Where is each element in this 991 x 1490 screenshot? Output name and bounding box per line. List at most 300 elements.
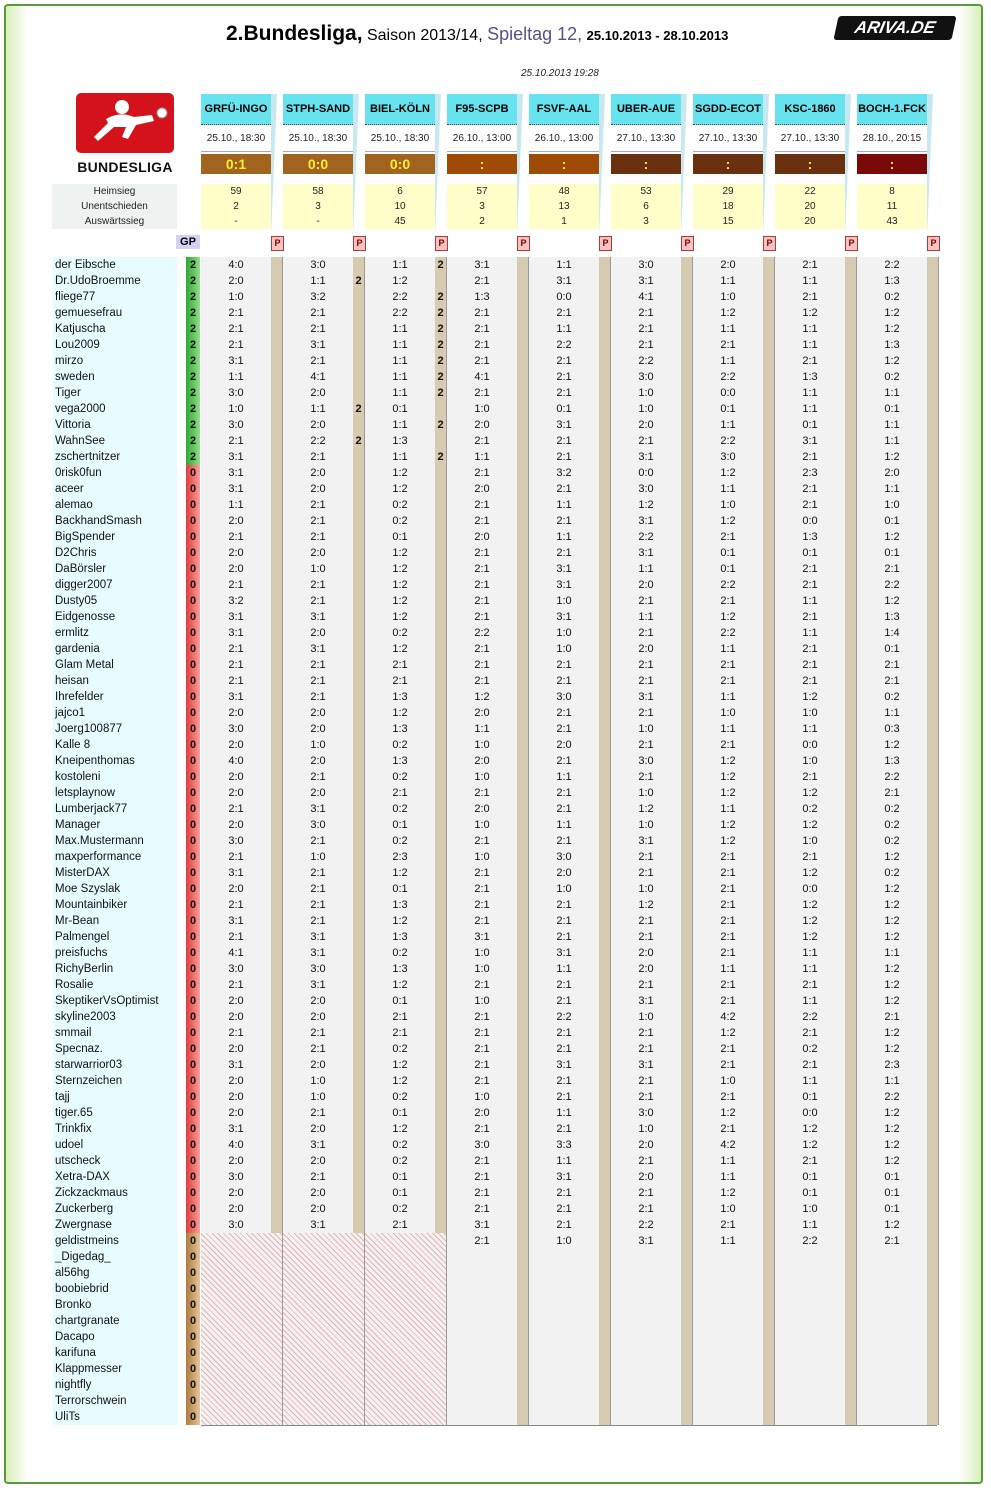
player-name[interactable]: kostoleni — [53, 769, 177, 785]
tip-cell: 3:1 — [228, 467, 244, 479]
tip-cell: 1:3 — [884, 275, 900, 287]
tip-cell: 1:0 — [310, 851, 326, 863]
player-name[interactable]: Mr-Bean — [53, 913, 177, 929]
player-points: 0 — [189, 483, 197, 495]
page-title — [226, 22, 728, 46]
match-result-7: : — [775, 154, 845, 174]
tip-cell: 2:0 — [310, 1155, 326, 1167]
points-header-0: P — [271, 236, 284, 251]
tip-cell: 2:1 — [474, 307, 490, 319]
tip-cell: 1:2 — [884, 355, 900, 367]
tip-cell: 2:1 — [884, 563, 900, 575]
player-points: 0 — [189, 499, 197, 511]
tip-cell: 2:1 — [638, 915, 654, 927]
tip-cell: 3:0 — [310, 963, 326, 975]
tip-cell: 1:2 — [802, 899, 818, 911]
tip-points: 2 — [437, 259, 444, 271]
tip-cell: 3:1 — [556, 579, 572, 591]
tip-cell: 3:1 — [228, 1059, 244, 1071]
tip-cell: 1:2 — [392, 483, 408, 495]
tip-cell: 1:1 — [884, 1075, 900, 1087]
tip-cell: 4:1 — [228, 947, 244, 959]
tip-cell: 2:1 — [638, 323, 654, 335]
tip-cell: 2:1 — [884, 787, 900, 799]
player-name[interactable]: Max.Mustermann — [53, 833, 177, 849]
home-win-count-7: 22 — [775, 184, 845, 199]
player-name[interactable]: RichyBerlin — [53, 961, 177, 977]
tip-cell: 2:1 — [228, 675, 244, 687]
player-name[interactable]: BackhandSmash — [53, 513, 177, 529]
player-name[interactable]: chartgranate — [53, 1313, 177, 1329]
tip-cell: 1:2 — [392, 643, 408, 655]
tip-cell: 0:1 — [720, 403, 736, 415]
player-points: 0 — [189, 803, 197, 815]
tip-cell: 0:1 — [884, 1171, 900, 1183]
player-name[interactable]: Dusty05 — [53, 593, 177, 609]
tip-cell: 1:1 — [884, 483, 900, 495]
player-name[interactable]: Dr.UdoBroemme — [53, 273, 177, 289]
player-points: 0 — [189, 1091, 197, 1103]
brand-text: ARIVA.DE — [853, 18, 938, 37]
player-name[interactable]: Palmengel — [53, 929, 177, 945]
player-name[interactable]: Mountainbiker — [53, 897, 177, 913]
tip-cell: 2:0 — [310, 755, 326, 767]
tip-cell: 2:1 — [884, 1011, 900, 1023]
player-points: 0 — [189, 1011, 197, 1023]
tip-cell: 0:1 — [392, 819, 408, 831]
tip-cell: 2:1 — [638, 1075, 654, 1087]
player-name[interactable]: D2Chris — [53, 545, 177, 561]
tip-cell: 3:1 — [638, 691, 654, 703]
match-date-3: 26.10., 13:00 — [447, 127, 517, 152]
tip-cell: 2:2 — [802, 1235, 818, 1247]
player-name[interactable]: der Eibsche — [53, 257, 177, 273]
tip-cell: 3:1 — [228, 627, 244, 639]
tip-cell: 1:2 — [720, 467, 736, 479]
player-name[interactable]: udoel — [53, 1137, 177, 1153]
player-name[interactable]: mirzo — [53, 353, 177, 369]
player-name[interactable]: sweden — [53, 369, 177, 385]
player-name[interactable]: Manager — [53, 817, 177, 833]
gp-header: GP — [176, 235, 200, 249]
match-date-4: 26.10., 13:00 — [529, 127, 599, 152]
player-name[interactable]: starwarrior03 — [53, 1057, 177, 1073]
player-name[interactable]: aceer — [53, 481, 177, 497]
tip-cell: 2:0 — [310, 547, 326, 559]
tip-cell: 2:1 — [474, 1187, 490, 1199]
player-name[interactable]: Bronko — [53, 1297, 177, 1313]
home-win-count-8: 8 — [857, 184, 927, 199]
tip-cell: 2:1 — [638, 707, 654, 719]
tip-cell: 2:1 — [638, 979, 654, 991]
points-column-bg-6 — [763, 257, 774, 1425]
player-name[interactable]: Joerg100877 — [53, 721, 177, 737]
player-name[interactable]: heisan — [53, 673, 177, 689]
tip-points: 2 — [355, 403, 362, 415]
header-arrow-2 — [435, 94, 441, 237]
player-name[interactable]: gemuesefrau — [53, 305, 177, 321]
player-name[interactable]: Tiger — [53, 385, 177, 401]
tip-cell: 1:2 — [720, 1187, 736, 1199]
tip-cell: 2:1 — [802, 259, 818, 271]
tip-cell: 0:1 — [392, 1107, 408, 1119]
player-name[interactable]: SkeptikerVsOptimist — [53, 993, 177, 1009]
header-arrow-0 — [271, 94, 277, 237]
tip-cell: 2:0 — [310, 995, 326, 1007]
match-header-6[interactable]: SGDD-ECOT — [693, 94, 763, 125]
tip-cell: 1:1 — [392, 387, 408, 399]
player-name[interactable]: fliege77 — [53, 289, 177, 305]
tip-cell: 2:1 — [310, 499, 326, 511]
tip-cell: 0:1 — [392, 995, 408, 1007]
tip-cell: 2:1 — [474, 1203, 490, 1215]
player-name[interactable]: ermlitz — [53, 625, 177, 641]
home-win-count-1: 58 — [283, 184, 353, 199]
match-result-3: : — [447, 154, 517, 174]
tip-cell: 2:2 — [474, 627, 490, 639]
player-name[interactable]: WahnSee — [53, 433, 177, 449]
tip-cell: 0:1 — [802, 1171, 818, 1183]
points-header-8: P — [927, 236, 940, 251]
tip-cell: 2:1 — [720, 883, 736, 895]
match-header-7[interactable]: KSC-1860 — [775, 94, 845, 125]
match-date-1: 25.10., 18:30 — [283, 127, 353, 152]
tip-cell: 0:1 — [720, 563, 736, 575]
tip-cell: 3:1 — [638, 835, 654, 847]
tip-cell: 3:1 — [638, 451, 654, 463]
player-name[interactable]: digger2007 — [53, 577, 177, 593]
tip-cell: 1:1 — [884, 387, 900, 399]
player-name[interactable]: preisfuchs — [53, 945, 177, 961]
tip-cell: 2:1 — [720, 739, 736, 751]
tip-cell: 2:2 — [638, 1219, 654, 1231]
player-name[interactable]: Zwergnase — [53, 1217, 177, 1233]
tip-cell: 2:1 — [638, 435, 654, 447]
player-name[interactable]: Specnaz. — [53, 1041, 177, 1057]
tip-cell: 3:1 — [310, 803, 326, 815]
tip-cell: 2:0 — [310, 419, 326, 431]
player-name[interactable]: skyline2003 — [53, 1009, 177, 1025]
tip-cell: 1:2 — [884, 995, 900, 1007]
tip-points: 2 — [437, 371, 444, 383]
tip-cell: 2:0 — [638, 963, 654, 975]
match-header-1[interactable]: STPH-SAND — [283, 94, 353, 125]
tip-cell: 1:1 — [392, 323, 408, 335]
tip-cell: 2:1 — [638, 627, 654, 639]
tip-cell: 3:1 — [638, 995, 654, 1007]
player-name[interactable]: Dacapo — [53, 1329, 177, 1345]
tip-cell: 2:1 — [474, 1235, 490, 1247]
tip-cell: 2:1 — [310, 899, 326, 911]
tip-cell: 2:1 — [474, 899, 490, 911]
tip-cell: 2:0 — [720, 259, 736, 271]
tip-cell: 1:3 — [884, 611, 900, 623]
tip-cell: 1:2 — [884, 1155, 900, 1167]
player-points: 0 — [189, 723, 197, 735]
player-name[interactable]: tiger.65 — [53, 1105, 177, 1121]
tip-cell: 2:1 — [802, 451, 818, 463]
tip-cell: 1:1 — [310, 275, 326, 287]
player-points: 0 — [189, 1107, 197, 1119]
tip-cell: 2:0 — [310, 1203, 326, 1215]
player-name[interactable]: Ihrefelder — [53, 689, 177, 705]
tip-cell: 1:3 — [474, 291, 490, 303]
draw-count-1: 3 — [283, 199, 353, 214]
tip-cell: 2:1 — [474, 1011, 490, 1023]
tip-cell: 4:1 — [474, 371, 490, 383]
tip-cell: 2:2 — [720, 435, 736, 447]
tip-cell: 2:1 — [884, 1235, 900, 1247]
player-name[interactable]: Lumberjack77 — [53, 801, 177, 817]
tip-cell: 2:1 — [720, 1059, 736, 1071]
player-name[interactable]: Klappmesser — [53, 1361, 177, 1377]
tip-cell: 2:0 — [228, 515, 244, 527]
player-points: 2 — [189, 307, 197, 319]
player-name[interactable]: vega2000 — [53, 401, 177, 417]
tip-cell: 1:0 — [638, 883, 654, 895]
tip-cell: 2:2 — [884, 1091, 900, 1103]
player-name[interactable]: utscheck — [53, 1153, 177, 1169]
player-points: 0 — [189, 1283, 197, 1295]
player-points: 2 — [189, 259, 197, 271]
tip-points: 2 — [437, 323, 444, 335]
player-name[interactable]: nightfly — [53, 1377, 177, 1393]
tip-cell: 3:0 — [474, 1139, 490, 1151]
player-name[interactable]: letsplaynow — [53, 785, 177, 801]
tip-cell: 1:1 — [802, 627, 818, 639]
tip-cell: 1:2 — [720, 307, 736, 319]
player-name[interactable]: UliTs — [53, 1409, 177, 1425]
tip-cell: 2:1 — [638, 1187, 654, 1199]
tip-cell: 1:0 — [638, 1123, 654, 1135]
player-name[interactable]: Moe Szyslak — [53, 881, 177, 897]
draw-count-7: 20 — [775, 199, 845, 214]
player-name[interactable]: Eidgenosse — [53, 609, 177, 625]
tip-cell: 2:1 — [474, 787, 490, 799]
tip-cell: 2:1 — [720, 947, 736, 959]
player-name[interactable]: _Digedag_ — [53, 1249, 177, 1265]
points-column-bg-7 — [845, 257, 856, 1425]
tip-cell: 1:1 — [884, 707, 900, 719]
player-points: 0 — [189, 579, 197, 591]
tip-cell: 2:2 — [392, 291, 408, 303]
away-win-count-4: 1 — [529, 214, 599, 229]
tip-cell: 2:1 — [310, 323, 326, 335]
player-name[interactable]: Sternzeichen — [53, 1073, 177, 1089]
tip-cell: 1:0 — [228, 403, 244, 415]
player-points: 0 — [189, 1043, 197, 1055]
tip-cell: 2:1 — [474, 883, 490, 895]
tip-points: 2 — [437, 451, 444, 463]
tip-cell: 2:1 — [474, 675, 490, 687]
player-name[interactable]: karifuna — [53, 1345, 177, 1361]
tip-cell: 3:0 — [228, 1219, 244, 1231]
match-header-3[interactable]: F95-SCPB — [447, 94, 517, 125]
tip-cell: 2:1 — [474, 1059, 490, 1071]
player-name[interactable]: Katjuscha — [53, 321, 177, 337]
player-name[interactable]: tajj — [53, 1089, 177, 1105]
player-name[interactable]: MisterDAX — [53, 865, 177, 881]
tip-cell: 3:0 — [638, 1107, 654, 1119]
tip-cell: 3:0 — [556, 851, 572, 863]
tip-cell: 1:2 — [720, 819, 736, 831]
tip-cell: 2:1 — [802, 771, 818, 783]
tip-cell: 2:1 — [720, 995, 736, 1007]
tip-cell: 1:0 — [802, 707, 818, 719]
player-name[interactable]: geldistmeins — [53, 1233, 177, 1249]
player-name[interactable]: Terrorschwein — [53, 1393, 177, 1409]
player-name[interactable]: zschertnitzer — [53, 449, 177, 465]
player-points: 0 — [189, 1187, 197, 1199]
tip-cell: 3:0 — [720, 451, 736, 463]
player-name[interactable]: jajco1 — [53, 705, 177, 721]
player-points: 0 — [189, 1075, 197, 1087]
tip-cell: 0:0 — [720, 387, 736, 399]
tip-cell: 1:3 — [392, 931, 408, 943]
tip-points: 2 — [437, 339, 444, 351]
match-header-8[interactable]: BOCH-1.FCK — [857, 94, 927, 125]
tip-cell: 1:0 — [474, 771, 490, 783]
ariva-logo[interactable] — [833, 16, 956, 40]
tip-cell: 1:1 — [392, 419, 408, 431]
tip-cell: 0:2 — [392, 771, 408, 783]
tip-cell: 1:2 — [884, 899, 900, 911]
tip-cell: 1:1 — [720, 643, 736, 655]
player-points: 0 — [189, 915, 197, 927]
tip-cell: 3:1 — [310, 1219, 326, 1231]
tip-cell: 1:1 — [802, 387, 818, 399]
tip-cell: 1:2 — [720, 835, 736, 847]
tip-cell: 0:2 — [884, 803, 900, 815]
tip-cell: 1:0 — [556, 1235, 572, 1247]
tip-cell: 2:0 — [638, 579, 654, 591]
player-name[interactable]: Kalle 8 — [53, 737, 177, 753]
tip-cell: 3:1 — [228, 915, 244, 927]
tip-cell: 2:3 — [884, 1059, 900, 1071]
player-name[interactable]: Rosalie — [53, 977, 177, 993]
tip-cell: 1:2 — [802, 691, 818, 703]
tip-cell: 1:2 — [884, 963, 900, 975]
tip-cell: 3:1 — [310, 643, 326, 655]
tip-cell: 0:2 — [392, 515, 408, 527]
tip-cell: 0:2 — [884, 819, 900, 831]
tip-cell: 2:0 — [474, 755, 490, 767]
player-name[interactable]: BigSpender — [53, 529, 177, 545]
tip-cell: 2:2 — [884, 579, 900, 591]
player-points: 0 — [189, 659, 197, 671]
tip-cell: 1:1 — [556, 1107, 572, 1119]
tip-cell: 3:0 — [638, 259, 654, 271]
tip-points: 2 — [355, 435, 362, 447]
player-points: 2 — [189, 339, 197, 351]
player-points: 0 — [189, 1203, 197, 1215]
points-header-7: P — [845, 236, 858, 251]
tip-cell: 0:1 — [802, 419, 818, 431]
tip-cell: 2:0 — [884, 467, 900, 479]
player-name[interactable]: boobiebrid — [53, 1281, 177, 1297]
player-name[interactable]: Vittoria — [53, 417, 177, 433]
tip-cell: 1:0 — [638, 387, 654, 399]
tip-cell: 1:1 — [802, 963, 818, 975]
player-name[interactable]: Lou2009 — [53, 337, 177, 353]
player-points: 0 — [189, 1123, 197, 1135]
tip-cell: 2:2 — [392, 307, 408, 319]
tip-cell: 1:1 — [638, 563, 654, 575]
match-header-0[interactable]: GRFÜ-INGO — [201, 94, 271, 125]
player-name[interactable]: 0risk0fun — [53, 465, 177, 481]
tip-cell: 4:0 — [228, 259, 244, 271]
player-name[interactable]: alemao — [53, 497, 177, 513]
player-points: 0 — [189, 947, 197, 959]
tip-cell: 3:1 — [310, 931, 326, 943]
tip-cell: 2:1 — [474, 467, 490, 479]
tip-cell: 3:2 — [310, 291, 326, 303]
match-header-5[interactable]: UBER-AUE — [611, 94, 681, 125]
player-name[interactable]: maxperformance — [53, 849, 177, 865]
tip-cell: 0:2 — [392, 499, 408, 511]
tip-cell: 1:2 — [392, 611, 408, 623]
player-name[interactable]: gardenia — [53, 641, 177, 657]
player-name[interactable]: Glam Metal — [53, 657, 177, 673]
tip-cell: 1:0 — [638, 403, 654, 415]
player-name[interactable]: Trinkfix — [53, 1121, 177, 1137]
tip-cell: 1:1 — [802, 323, 818, 335]
tip-cell: 2:0 — [228, 1075, 244, 1087]
tip-cell: 2:1 — [474, 499, 490, 511]
tip-cell: 2:1 — [556, 675, 572, 687]
tip-cell: 0:2 — [884, 291, 900, 303]
match-header-2[interactable]: BIEL-KÖLN — [365, 94, 435, 125]
tip-cell: 1:0 — [474, 963, 490, 975]
player-name[interactable]: al56hg — [53, 1265, 177, 1281]
tip-cell: 2:1 — [392, 1027, 408, 1039]
player-name[interactable]: Kneipenthomas — [53, 753, 177, 769]
match-header-4[interactable]: FSVF-AAL — [529, 94, 599, 125]
tip-cell: 0:2 — [392, 1139, 408, 1151]
season-label: Saison 2013/14, — [366, 27, 483, 44]
tip-cell: 0:3 — [884, 723, 900, 735]
tip-cell: 2:0 — [228, 771, 244, 783]
stat-label-0: Heimsieg — [52, 184, 177, 199]
tip-cell: 2:0 — [556, 739, 572, 751]
tip-cell: 2:1 — [556, 659, 572, 671]
tip-cell: 3:1 — [638, 1235, 654, 1247]
tip-cell: 0:2 — [884, 867, 900, 879]
player-name[interactable]: Xetra-DAX — [53, 1169, 177, 1185]
tip-cell: 1:2 — [884, 979, 900, 991]
tip-cell: 2:1 — [556, 979, 572, 991]
home-win-count-6: 29 — [693, 184, 763, 199]
tip-cell: 2:1 — [556, 931, 572, 943]
player-points: 0 — [189, 691, 197, 703]
tip-cell: 1:0 — [638, 819, 654, 831]
tip-cell: 1:0 — [720, 291, 736, 303]
tip-cell: 1:2 — [884, 1043, 900, 1055]
points-header-1: P — [353, 236, 366, 251]
player-name[interactable]: DaBörsler — [53, 561, 177, 577]
player-name[interactable]: Zuckerberg — [53, 1201, 177, 1217]
tip-cell: 2:1 — [228, 803, 244, 815]
points-header-6: P — [763, 236, 776, 251]
tip-cell: 1:2 — [392, 275, 408, 287]
player-name[interactable]: smmail — [53, 1025, 177, 1041]
header-arrow-5 — [681, 94, 687, 237]
tip-cell: 3:1 — [228, 1123, 244, 1135]
tip-cell: 1:1 — [556, 1155, 572, 1167]
player-name[interactable]: Zickzackmaus — [53, 1185, 177, 1201]
tip-cell: 2:1 — [802, 851, 818, 863]
tip-cell: 2:1 — [556, 1091, 572, 1103]
